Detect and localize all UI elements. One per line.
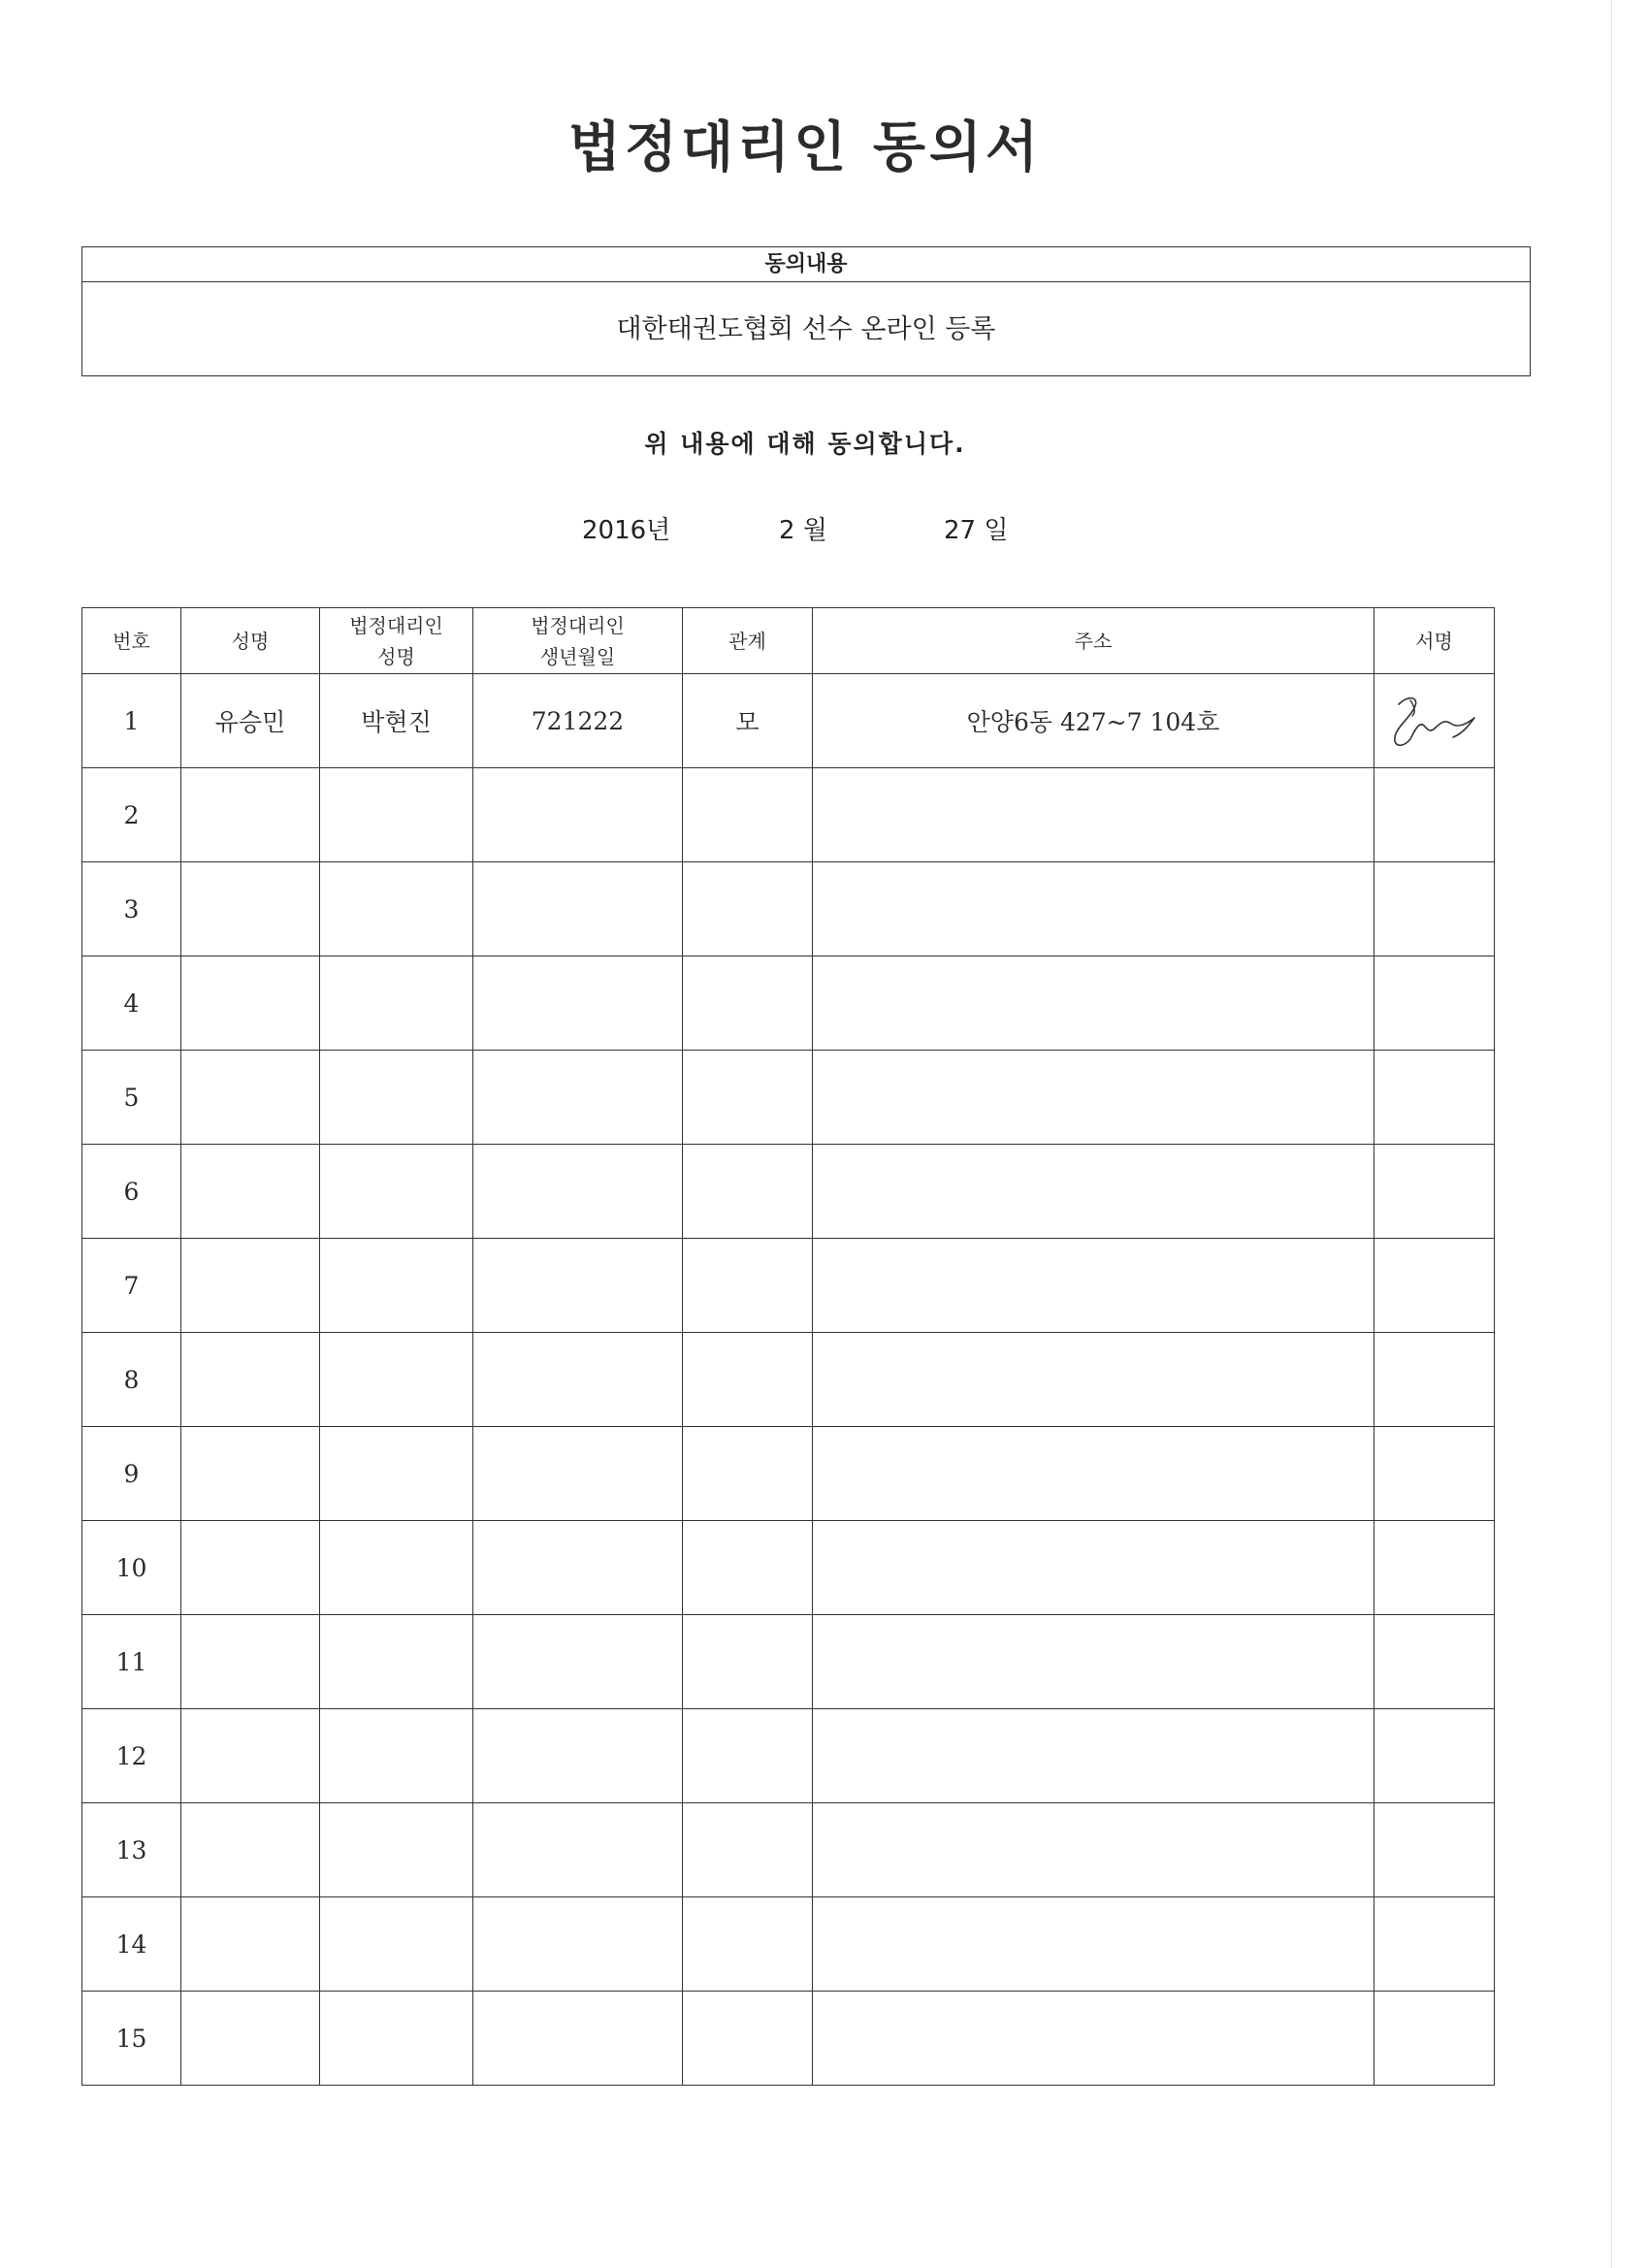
header-relation: 관계 [683, 608, 813, 674]
cell-address [813, 1239, 1374, 1333]
table-row [82, 768, 1495, 862]
cell-guardian-birth [473, 1709, 683, 1803]
cell-address [813, 1897, 1374, 1992]
cell-address [813, 956, 1374, 1051]
cell-guardian-birth [473, 1145, 683, 1239]
cell-guardian-birth [473, 1992, 683, 2086]
header-guardian-name-line1: 법정대리인 [349, 613, 443, 637]
cell-address [813, 1145, 1374, 1239]
consent-box [81, 246, 1531, 376]
cell-name [181, 1239, 320, 1333]
table-row [82, 1709, 1495, 1803]
cell-guardian-birth [473, 1333, 683, 1427]
cell-name [181, 1897, 320, 1992]
cell-number: 5 [82, 1051, 181, 1145]
cell-number: 13 [82, 1803, 181, 1897]
cell-relation [683, 1145, 813, 1239]
cell-name [181, 1051, 320, 1145]
cell-address [813, 768, 1374, 862]
cell-guardian-birth [473, 956, 683, 1051]
agreement-statement: 위 내용에 대해 동의합니다. [644, 430, 966, 458]
table-row [82, 862, 1495, 956]
page-edge-line [1611, 0, 1612, 2268]
registration-table [81, 607, 1495, 2086]
table-row [82, 1427, 1495, 1521]
cell-relation [683, 1992, 813, 2086]
table-row [82, 1051, 1495, 1145]
cell-guardian-birth [473, 1615, 683, 1709]
table-row [82, 1803, 1495, 1897]
cell-address [813, 1803, 1374, 1897]
cell-address [813, 1992, 1374, 2086]
cell-guardian-name [320, 1051, 473, 1145]
cell-number: 9 [82, 1427, 181, 1521]
cell-address [813, 1051, 1374, 1145]
header-name: 성명 [181, 608, 320, 674]
cell-name [181, 1615, 320, 1709]
header-guardian-birth [473, 608, 683, 674]
cell-relation [683, 862, 813, 956]
cell-number: 6 [82, 1145, 181, 1239]
table-row [82, 1521, 1495, 1615]
cell-guardian-birth: 721222 [473, 674, 683, 768]
table-row [82, 674, 1495, 768]
cell-relation [683, 1521, 813, 1615]
cell-address [813, 1521, 1374, 1615]
cell-guardian-birth [473, 1051, 683, 1145]
cell-number: 1 [82, 674, 181, 768]
cell-guardian-name [320, 1521, 473, 1615]
cell-name [181, 1803, 320, 1897]
cell-name [181, 768, 320, 862]
cell-address [813, 1709, 1374, 1803]
cell-guardian-birth [473, 1239, 683, 1333]
cell-guardian-name [320, 1615, 473, 1709]
handwritten-signature [1381, 687, 1488, 755]
cell-relation [683, 1051, 813, 1145]
cell-number: 11 [82, 1615, 181, 1709]
cell-signature [1374, 1897, 1495, 1992]
cell-guardian-name [320, 1427, 473, 1521]
cell-guardian-name: 박현진 [320, 674, 473, 768]
cell-name [181, 1145, 320, 1239]
cell-relation [683, 1427, 813, 1521]
cell-guardian-birth [473, 1897, 683, 1992]
cell-signature [1374, 674, 1495, 768]
cell-address [813, 1333, 1374, 1427]
cell-name [181, 956, 320, 1051]
cell-relation [683, 1803, 813, 1897]
cell-guardian-birth [473, 1521, 683, 1615]
cell-number: 14 [82, 1897, 181, 1992]
cell-name: 유승민 [181, 674, 320, 768]
table-row [82, 956, 1495, 1051]
header-signature: 서명 [1374, 608, 1495, 674]
cell-guardian-birth [473, 1427, 683, 1521]
cell-relation [683, 1615, 813, 1709]
cell-relation [683, 1333, 813, 1427]
cell-address: 안양6동 427~7 104호 [813, 674, 1374, 768]
cell-guardian-name [320, 1145, 473, 1239]
cell-guardian-name [320, 1803, 473, 1897]
cell-signature [1374, 956, 1495, 1051]
cell-signature [1374, 1803, 1495, 1897]
cell-name [181, 1709, 320, 1803]
table-row [82, 1145, 1495, 1239]
cell-guardian-name [320, 1333, 473, 1427]
header-guardian-name-line2: 성명 [377, 644, 415, 668]
cell-number: 3 [82, 862, 181, 956]
cell-relation [683, 768, 813, 862]
table-row [82, 1897, 1495, 1992]
consent-content: 대한태권도협회 선수 온라인 등록 [616, 314, 996, 344]
cell-number: 7 [82, 1239, 181, 1333]
table-row [82, 1239, 1495, 1333]
document-title: 법정대리인 동의서 [567, 116, 1043, 179]
cell-signature [1374, 1427, 1495, 1521]
cell-signature [1374, 1145, 1495, 1239]
cell-number: 4 [82, 956, 181, 1051]
consent-header: 동의내용 [82, 247, 1530, 282]
header-address: 주소 [813, 608, 1374, 674]
header-guardian-birth-line2: 생년월일 [539, 644, 616, 668]
cell-relation [683, 1709, 813, 1803]
header-number: 번호 [82, 608, 181, 674]
cell-number: 2 [82, 768, 181, 862]
header-guardian-name [320, 608, 473, 674]
table-row [82, 1992, 1495, 2086]
cell-name [181, 1521, 320, 1615]
cell-name [181, 1992, 320, 2086]
cell-guardian-birth [473, 768, 683, 862]
date-day: 27 일 [944, 516, 1009, 545]
cell-signature [1374, 1333, 1495, 1427]
cell-signature [1374, 862, 1495, 956]
cell-relation [683, 1897, 813, 1992]
cell-address [813, 1427, 1374, 1521]
date-year: 2016년 [582, 516, 671, 545]
table-header-row [82, 608, 1495, 674]
cell-guardian-birth [473, 862, 683, 956]
cell-number: 15 [82, 1992, 181, 2086]
cell-guardian-name [320, 1239, 473, 1333]
cell-address [813, 862, 1374, 956]
table-row [82, 1333, 1495, 1427]
header-guardian-birth-line1: 법정대리인 [531, 613, 625, 637]
cell-signature [1374, 1521, 1495, 1615]
cell-name [181, 862, 320, 956]
cell-guardian-name [320, 862, 473, 956]
cell-guardian-name [320, 1897, 473, 1992]
cell-relation [683, 956, 813, 1051]
cell-guardian-birth [473, 1803, 683, 1897]
cell-number: 8 [82, 1333, 181, 1427]
cell-name [181, 1427, 320, 1521]
cell-guardian-name [320, 956, 473, 1051]
cell-signature [1374, 768, 1495, 862]
cell-signature [1374, 1709, 1495, 1803]
cell-number: 12 [82, 1709, 181, 1803]
cell-guardian-name [320, 1709, 473, 1803]
cell-guardian-name [320, 1992, 473, 2086]
cell-signature [1374, 1615, 1495, 1709]
cell-guardian-name [320, 768, 473, 862]
cell-signature [1374, 1992, 1495, 2086]
cell-relation [683, 1239, 813, 1333]
cell-number: 10 [82, 1521, 181, 1615]
date-month: 2 월 [779, 516, 827, 545]
cell-address [813, 1615, 1374, 1709]
table-row [82, 1615, 1495, 1709]
cell-name [181, 1333, 320, 1427]
cell-signature [1374, 1239, 1495, 1333]
cell-signature [1374, 1051, 1495, 1145]
cell-relation: 모 [683, 674, 813, 768]
